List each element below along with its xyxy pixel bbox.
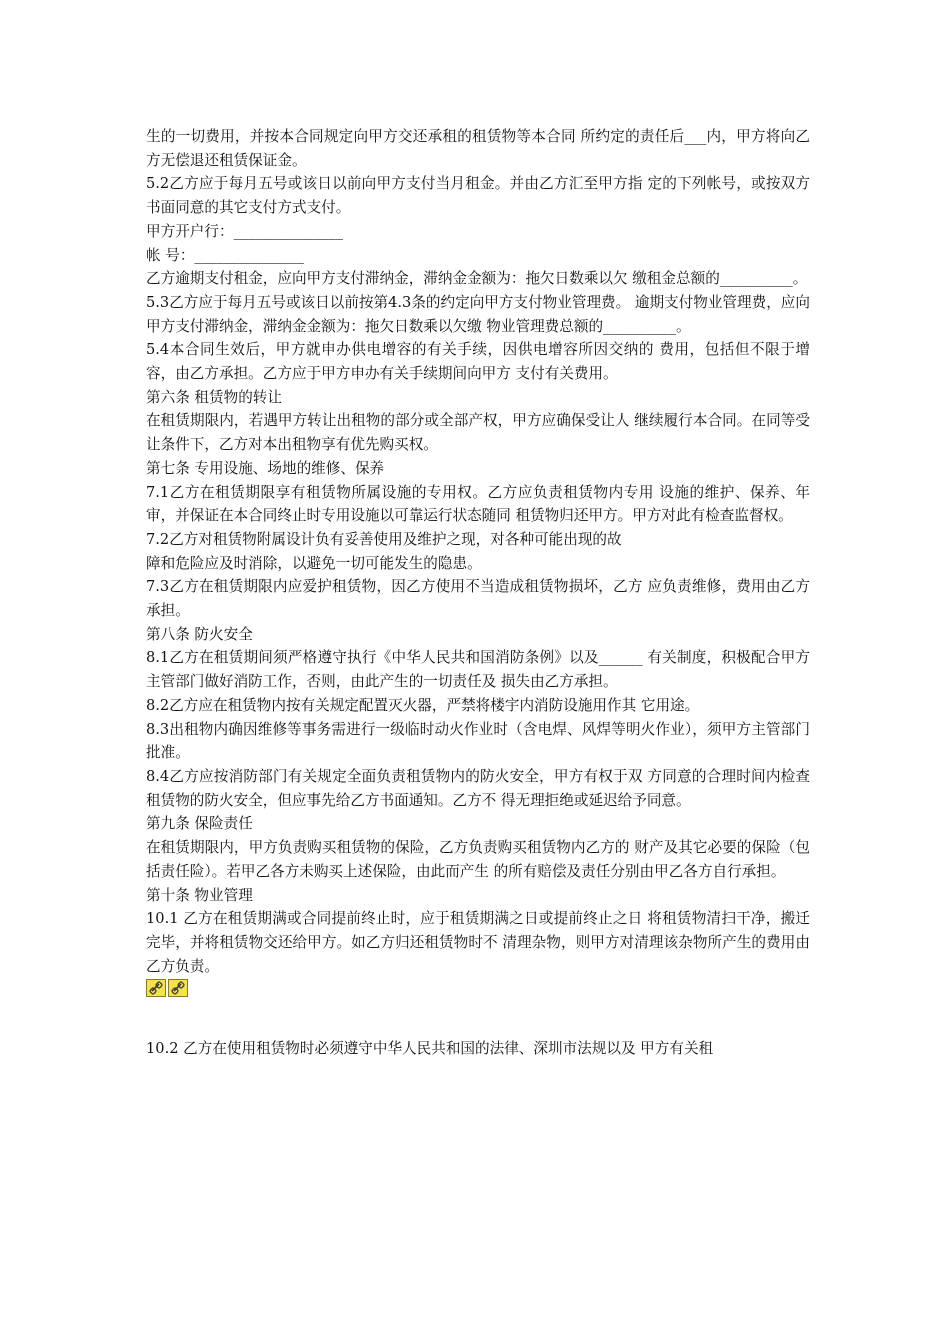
paragraph: 7.3乙方在租赁期限内应爱护租赁物，因乙方使用不当造成租赁物损坏，乙方 应负责维修，费用由乙方承担。 (146, 578, 810, 620)
article-heading: 第八条 防火安全 (146, 625, 253, 643)
paragraph: 5.3乙方应于每月五号或该日以前按第4.3条的约定向甲方支付物业管理费。 逾期支付物业管理费，应向甲方支付滞纳金，滞纳金金额为：拖欠日数乘以欠缴 物业管理费总额的__________。 (146, 293, 810, 335)
paragraph: 10.2 乙方在使用租赁物时必须遵守中华人民共和国的法律、深圳市法规以及 甲方有关租 (146, 1040, 714, 1058)
paragraph: 10.1 乙方在租赁期满或合同提前终止时，应于租赁期满之日或提前终止之日 将租赁物清扫干净，搬迁完毕，并将租赁物交还给甲方。如乙方归还租赁物时不 清理杂物，则甲方对清理该杂物所产生的费用由乙方负责。 (146, 910, 810, 975)
paragraph: 8.3出租物内确因维修等事务需进行一级临时动火作业时（含电焊、风焊等明火作业），须甲方主管部门批准。 (146, 720, 810, 762)
bank-line: 甲方开户行：_______________ (146, 222, 344, 240)
article-heading: 第九条 保险责任 (146, 815, 253, 833)
paragraph: 5.2乙方应于每月五号或该日以前向甲方支付当月租金。并由乙方汇至甲方指 定的下列帐号，或按双方书面同意的其它支付方式支付。 (146, 175, 810, 217)
article-heading: 第六条 租赁物的转让 (146, 388, 282, 406)
link-icon[interactable] (168, 979, 188, 997)
paragraph: 障和危险应及时消除，以避免一切可能发生的隐患。 (146, 554, 482, 572)
paragraph: 8.4乙方应按消防部门有关规定全面负责租赁物内的防火安全，甲方有权于双 方同意的合理时间内检查租赁物的防火安全，但应事先给乙方书面通知。乙方不 得无理拒绝或延迟给予同意。 (146, 767, 810, 809)
contract-body (146, 125, 810, 1061)
account-line: 帐 号：_______________ (146, 246, 304, 264)
paragraph: 5.4本合同生效后，甲方就申办供电增容的有关手续，因供电增容所因交纳的 费用，包括但不限于增容，由乙方承担。乙方应于甲方申办有关手续期间向甲方 支付有关费用。 (146, 341, 810, 383)
paragraph: 在租赁期限内，甲方负责购买租赁物的保险，乙方负责购买租赁物内乙方的 财产及其它必要的保险（包括责任险）。若甲乙各方未购买上述保险，由此而产生 的所有赔偿及责任分别由甲乙各方自行承担。 (146, 839, 810, 880)
paragraph: 7.2乙方对租赁物附属设计负有妥善使用及维护之现，对各种可能出现的故 (146, 530, 622, 548)
paragraph: 8.2乙方应在租赁物内按有关规定配置灭火器，严禁将楼宇内消防设施用作其 它用途。 (146, 696, 700, 714)
paragraph: 乙方逾期支付租金，应向甲方支付滞纳金，滞纳金金额为：拖欠日数乘以欠 缴租金总额的__________。 (146, 270, 808, 288)
paragraph: 生的一切费用，并按本合同规定向甲方交还承租的租赁物等本合同 所约定的责任后___内，甲方将向乙方无偿退还租赁保证金。 (146, 128, 810, 169)
paragraph: 8.1乙方在租赁期间须严格遵守执行《中华人民共和国消防条例》以及______ 有关制度，积极配合甲方主管部门做好消防工作，否则，由此产生的一切责任及 损失由乙方承担。 (146, 649, 810, 691)
paragraph: 7.1乙方在租赁期限享有租赁物所属设施的专用权。乙方应负责租赁物内专用 设施的维护、保养、年审，并保证在本合同终止时专用设施以可靠运行状态随同 租赁物归还甲方。甲方对此有检查监督权。 (146, 483, 810, 525)
spacer (146, 999, 810, 1037)
embedded-icons (146, 979, 810, 999)
link-icon[interactable] (146, 979, 166, 997)
article-heading: 第七条 专用设施、场地的维修、保养 (146, 459, 385, 477)
article-heading: 第十条 物业管理 (146, 886, 253, 904)
paragraph: 在租赁期限内，若遇甲方转让出租物的部分或全部产权，甲方应确保受让人 继续履行本合同。在同等受让条件下，乙方对本出租物享有优先购买权。 (146, 412, 810, 454)
